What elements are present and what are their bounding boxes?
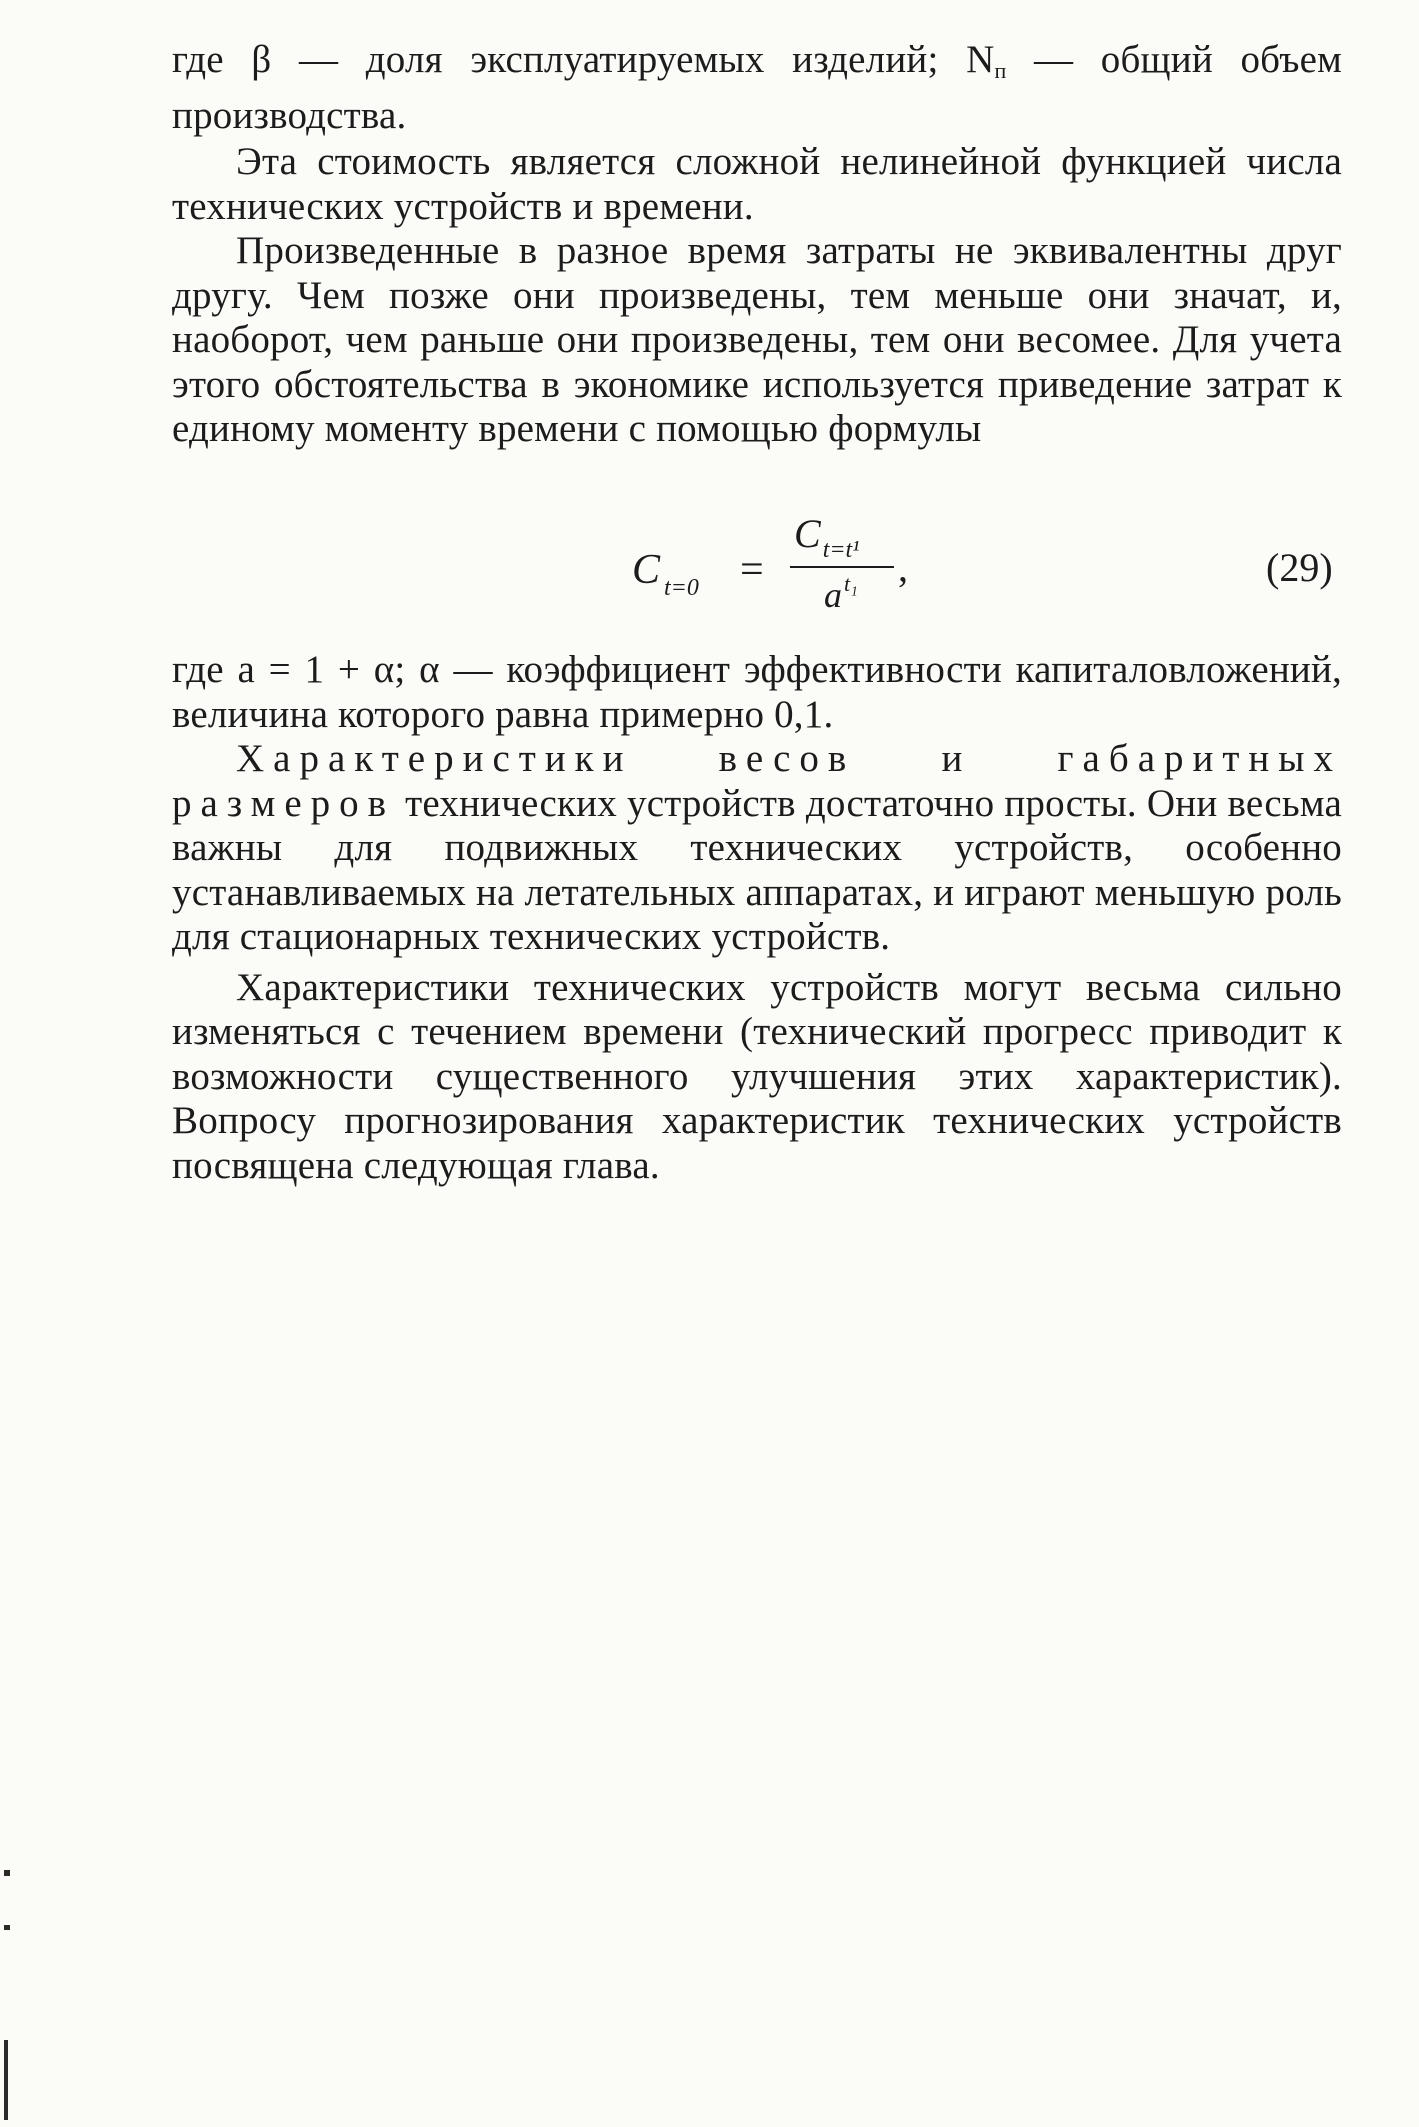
paragraph-coefficient: где a = 1 + α; α — коэффициент эффективности капиталовложений, величина которого равна примерно 0,1. bbox=[172, 648, 1342, 736]
equation-number: (29) bbox=[1266, 545, 1333, 590]
formula-lhs: C $_{t=0}$ bbox=[632, 547, 699, 601]
formula-numerator: $C_{t=t^1}$ bbox=[794, 511, 860, 563]
scan-artifact bbox=[4, 1870, 10, 1876]
text-block-bottom bbox=[172, 648, 1342, 1188]
paragraph-progress: Характеристики технических устройств могут весьма сильно изменяться с течением времени (технический прогресс приводит к возможности существенного улучшения этих характеристик). Вопросу прогнозирования характеристик технических устройств посвящена следующая глава. bbox=[172, 965, 1342, 1187]
paragraph-discounting: Произведенные в разное время затраты не эквивалентны друг другу. Чем позже они произведены, тем меньше они значат, и, наоборот, чем раньше они произведены, тем они весомее. Для учета этого обстоятельства в экономике используется приведение затрат к единому моменту времени с помощью формулы bbox=[172, 229, 1342, 450]
formula-equals: = bbox=[740, 547, 764, 593]
scan-artifact bbox=[4, 2040, 8, 2120]
paragraph-weights: Характеристики весов и габаритных размеров технических устройств достаточно просты. Они весьма важны для подвижных технических устройств, особенно устанавливаемых на летательных аппаратах, и играют меньшую роль для стационарных технических устройств. bbox=[172, 737, 1342, 958]
paragraph-cost-function: Эта стоимость является сложной нелинейной функцией числа технических устройств и времени. bbox=[172, 140, 1342, 228]
formula-denominator: $a^{t_1}$ bbox=[824, 571, 858, 615]
fraction-bar bbox=[790, 566, 894, 568]
paragraph-continuation: где β — доля эксплуатируемых изделий; $N_п$ — общий объем производства. bbox=[172, 38, 1342, 137]
scan-artifact bbox=[4, 1925, 10, 1930]
formula-29 bbox=[0, 510, 1419, 630]
text-block-top bbox=[172, 38, 1342, 452]
formula-comma: , bbox=[898, 545, 908, 590]
